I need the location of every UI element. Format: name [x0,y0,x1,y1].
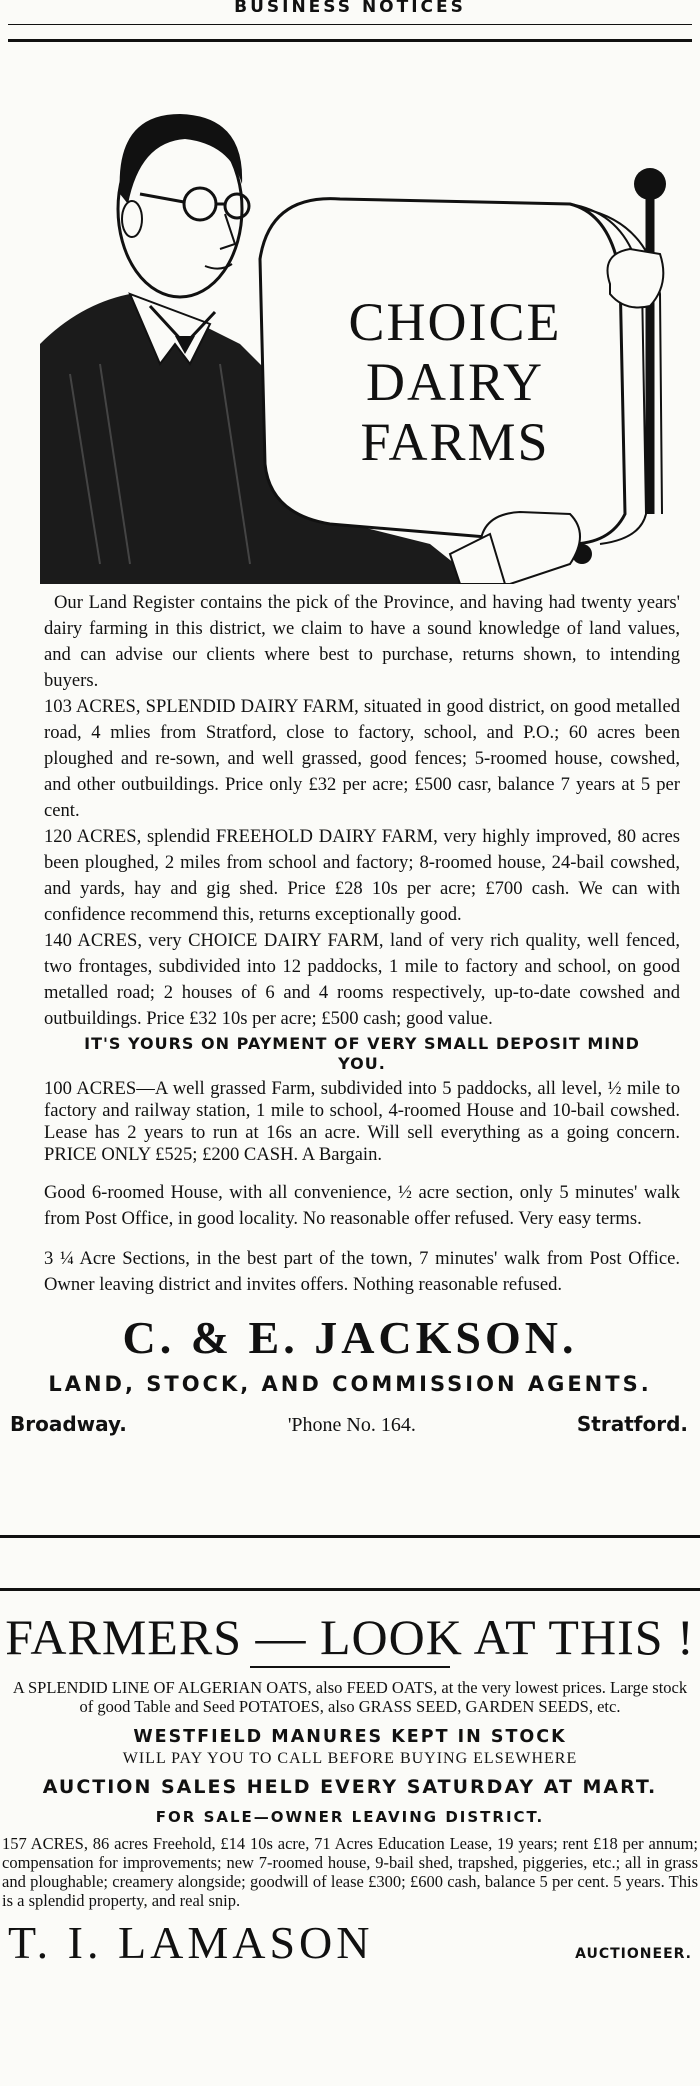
advertisement-copy [10,584,690,1298]
firm-phone: 'Phone No. 164. [287,1414,416,1436]
ad2-top-rule [0,1588,700,1591]
advertisement-illustration [10,44,690,584]
firm-contact-line [10,1412,690,1437]
auctioneer-line [0,1916,700,1969]
listing-paragraph: 140 ACRES, very CHOICE DAIRY FARM, land of very rich quality, well fenced, two frontages, subdivided into 12 paddocks, 1 mile to factory and school, on good metalled road; 2 houses of 6 and 4 rooms respectively, up-to-date cowshed and outbuildings. Price £32 10s per acre; £500 cash; good value. [44,930,680,1029]
sign-line: CHOICE [348,292,562,352]
spacer [44,1166,680,1180]
listing-paragraph: 100 ACRES—A well grassed Farm, subdivided into 5 paddocks, all level, ½ mile to factory and railway station, 1 mile to school, 4-roomed House and 10-bail cowshed. Lease has 2 years to run at 16s an acre. Will sell everything as a going concern. PRICE ONLY £525; £200 CASH. A Bargain. [44,1078,680,1165]
separator-rules [0,1535,700,1591]
firm-name: C. & E. JACKSON. [122,1312,578,1363]
ad2-headline: FARMERS — LOOK AT THIS ! [5,1609,695,1665]
ad1-bottom-rule [0,1535,700,1538]
sign-text [310,292,600,472]
for-sale-line: FOR SALE—OWNER LEAVING DISTRICT. [155,1808,545,1826]
listing-paragraph: 103 ACRES, SPLENDID DAIRY FARM, situated in good district, on good metalled road, 4 mlies from Stratford, close to factory, school, and P.O.; 60 acres been ploughed and re-sown, and well grassed, good fences; 5-roomed house, cowshed, and other outbuildings. Price only £32 per acre; £500 casr, balance 7 years at 5 per cent. [44,696,680,821]
firm-town: Stratford. [576,1412,688,1436]
section-header: BUSINESS NOTICES [234,0,466,17]
intro-paragraph: Our Land Register contains the pick of the Province, and having had twenty years' dairy farming in this district, we claim to have a sound knowledge of land values, and can advise our clients where best to purchase, returns shown, to intending buyers. [44,592,680,691]
header-rule [8,24,692,25]
sign-line: FARMS [360,412,550,472]
firm-address: Broadway. [10,1412,127,1436]
manures-line: WESTFIELD MANURES KEPT IN STOCK [133,1727,567,1747]
headline-underline [250,1666,450,1668]
property-listing: 157 ACRES, 86 acres Freehold, £14 10s acre, 71 Acres Education Lease, 19 years; rent £18 per annum; compensation for improvements; new 7-roomed house, 9-bail shed, trapshed, piggeries, etc.; all in grass and ploughable; creamery alongside; goodwill of lease £300; £600 cash, balance 5 per cent. 5 years. This is a splendid property, and real snip. [2,1834,698,1910]
oats-line: A SPLENDID LINE OF ALGERIAN OATS, also FEED OATS, at the very lowest prices. Large stock of good Table and Seed POTATOES, also GRASS SEED, GARDEN SEEDS, etc. [12,1678,688,1716]
firm-role: LAND, STOCK, AND COMMISSION AGENTS. [48,1372,652,1396]
jackson-advertisement [10,44,690,1437]
listing-paragraph: 3 ¼ Acre Sections, in the best part of the town, 7 minutes' walk from Post Office. Owner leaving district and invites offers. Nothing reasonable refused. [44,1248,680,1295]
call-line: WILL PAY YOU TO CALL BEFORE BUYING ELSEWHERE [122,1750,578,1767]
spacer [44,1232,680,1246]
auctioneer-role: AUCTIONEER. [575,1946,692,1962]
auctioneer-name: T. I. LAMASON [8,1917,374,1968]
deposit-callout: IT'S YOURS ON PAYMENT OF VERY SMALL DEPOSIT MIND YOU. [84,1034,640,1073]
top-rules [8,24,692,42]
listing-paragraph: Good 6-roomed House, with all convenience, ½ acre section, only 5 minutes' walk from Post Office, in good locality. No reasonable offer refused. Very easy terms. [44,1182,680,1229]
auction-line: AUCTION SALES HELD EVERY SATURDAY AT MART. [42,1776,658,1798]
ad1-top-rule [8,39,692,42]
listing-paragraph: 120 ACRES, splendid FREEHOLD DAIRY FARM, very highly improved, 80 acres been ploughed, 2 miles from school and factory; 8-roomed house, 24-bail cowshed, and yards, hay and gig shed. Price £28 10s per acre; £700 cash. We can with confidence recommend this, returns exceptionally good. [44,826,680,925]
lamason-advertisement [0,1594,700,1969]
sign-line: DAIRY [365,352,544,412]
